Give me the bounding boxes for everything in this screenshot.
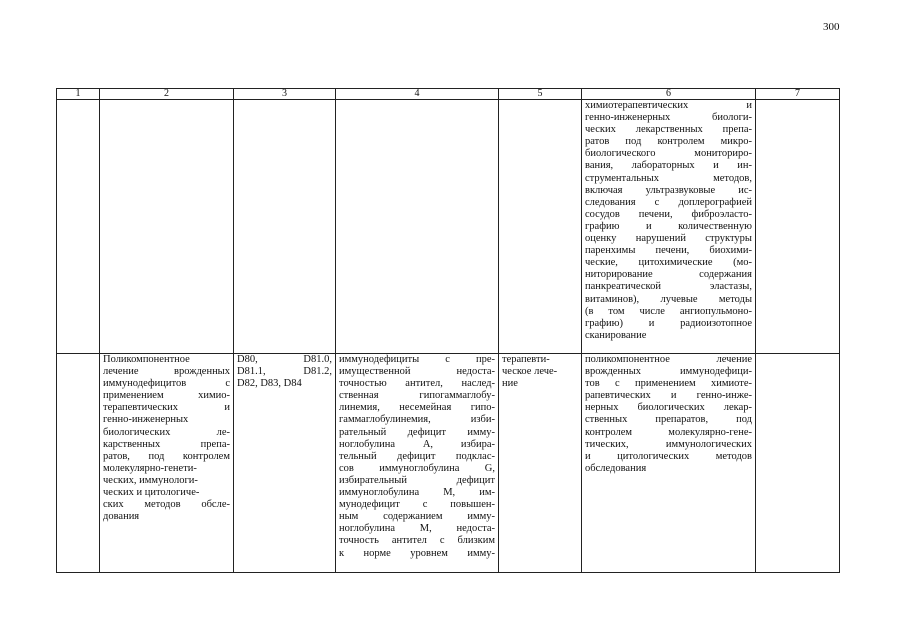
cell-text-line: контролем молекулярно-гене-: [585, 426, 752, 438]
cell-text-line: струментальных методов,: [585, 172, 752, 184]
cell-text-line: точностью антител, наслед-: [339, 378, 495, 390]
cell-methods-continued: [582, 100, 756, 354]
cell-col2: [100, 100, 234, 354]
cell-text-line: линемия, несемейная гипо-: [339, 402, 495, 414]
cell-text-line: графию и количественную: [585, 220, 752, 232]
cell-col7: [756, 354, 840, 573]
cell-col7: [756, 100, 840, 354]
cell-text-line: гаммаглобулинемия, изби-: [339, 414, 495, 426]
column-number: 5: [499, 89, 582, 100]
cell-text-line: D81.1, D81.2,: [237, 366, 332, 378]
cell-text-line: сосудов печени, фиброэласто-: [585, 208, 752, 220]
cell-text-line: рательный дефицит имму-: [339, 426, 495, 438]
cell-text-line: (в том числе ангиопульмоно-: [585, 305, 752, 317]
column-number-row: [57, 89, 840, 100]
cell-text-line: дования: [103, 511, 140, 523]
cell-text-line: молекулярно-генети-: [103, 462, 197, 474]
medical-care-table: [56, 88, 840, 573]
cell-text-line: применением химио-: [103, 390, 230, 402]
cell-text-line: оценку нарушений структуры: [585, 233, 752, 245]
cell-col3: [234, 100, 336, 354]
cell-treatment-type: [499, 354, 582, 573]
cell-text-line: терапевтических и: [103, 402, 230, 414]
cell-text-line: тельный дефицит подклас-: [339, 450, 495, 462]
continued-table-row: [57, 100, 840, 354]
cell-text-line: ческих, иммунологи-: [103, 474, 198, 486]
cell-text-line: вания, лабораторных и ин-: [585, 160, 752, 172]
cell-text-line: поликомпонентное лечение: [585, 354, 752, 365]
cell-text-line: иммуноглобулина M, им-: [339, 487, 495, 499]
column-number: 7: [756, 89, 840, 100]
cell-col1: [57, 354, 100, 573]
cell-icd-codes: [234, 354, 336, 573]
cell-text-line: карственных препа-: [103, 438, 230, 450]
cell-text-line: точность антител с близким: [339, 535, 495, 547]
cell-text-line: терапевти-: [502, 354, 550, 365]
cell-text-line: ческих и цитологиче-: [103, 487, 200, 499]
cell-text-line: к норме уровнем имму-: [339, 547, 495, 559]
cell-text-line: витаминов), лучевые методы: [585, 293, 752, 305]
column-number: 2: [100, 89, 234, 100]
cell-text-line: графию) и радиоизотопное: [585, 317, 752, 329]
cell-text-line: ратов, под контролем: [103, 450, 230, 462]
cell-text-line: Поликомпонентное: [103, 354, 190, 365]
cell-text-line: ческие, цитохимические (мо-: [585, 257, 752, 269]
cell-text-line: ственная гипогаммаглобу-: [339, 390, 495, 402]
cell-text-line: ратов под контролем микро-: [585, 136, 752, 148]
cell-text-line: ноглобулина A, избира-: [339, 438, 495, 450]
cell-treatment-method: [582, 354, 756, 573]
cell-text-line: биологических ле-: [103, 426, 230, 438]
cell-text-line: генно-инженерных: [103, 414, 189, 426]
cell-text-line: D80, D81.0,: [237, 354, 332, 365]
cell-text-line: ным содержанием имму-: [339, 511, 495, 523]
page-number: 300: [823, 21, 840, 33]
cell-text-line: химиотерапевтических и: [585, 100, 752, 111]
cell-text-line: ческое лече-: [502, 366, 558, 378]
cell-text-line: включая ультразвуковые ис-: [585, 184, 752, 196]
column-number: 1: [57, 89, 100, 100]
column-number: 4: [336, 89, 499, 100]
cell-text-line: тов с применением химиоте-: [585, 378, 752, 390]
cell-text-line: генно-инженерных биологи-: [585, 112, 752, 124]
cell-text-line: ских методов обсле-: [103, 499, 230, 511]
column-number: 6: [582, 89, 756, 100]
cell-text-line: панкреатической эластазы,: [585, 281, 752, 293]
cell-text-line: мунодефицит с повышен-: [339, 499, 495, 511]
column-number: 3: [234, 89, 336, 100]
cell-text-line: рапевтических и генно-инже-: [585, 390, 752, 402]
cell-treatment-profile: [100, 354, 234, 573]
cell-text-line: биологического мониториро-: [585, 148, 752, 160]
cell-text-line: иммунодефицитов с: [103, 378, 230, 390]
cell-text-line: D82, D83, D84: [237, 378, 302, 390]
cell-text-line: и цитологических методов: [585, 450, 752, 462]
cell-text-line: паренхимы печени, биохими-: [585, 245, 752, 257]
cell-text-line: врожденных иммунодефици-: [585, 366, 752, 378]
cell-col5: [499, 100, 582, 354]
cell-col1: [57, 100, 100, 354]
cell-text-line: избирательный дефицит: [339, 474, 495, 486]
cell-col4: [336, 100, 499, 354]
cell-patient-model: [336, 354, 499, 573]
cell-text-line: сканирование: [585, 329, 647, 341]
cell-text-line: ственных препаратов, под: [585, 414, 752, 426]
cell-text-line: обследования: [585, 462, 647, 474]
cell-text-line: имущественной недоста-: [339, 366, 495, 378]
cell-text-line: ниторирование содержания: [585, 269, 752, 281]
cell-text-line: ние: [502, 378, 518, 390]
cell-text-line: сов иммуноглобулина G,: [339, 462, 495, 474]
cell-text-line: лечение врожденных: [103, 366, 230, 378]
cell-text-line: нерных биологических лекар-: [585, 402, 752, 414]
cell-text-line: следования с доплерографией: [585, 196, 752, 208]
cell-text-line: ноглобулина M, недоста-: [339, 523, 495, 535]
cell-text-line: ческих лекарственных препа-: [585, 124, 752, 136]
cell-text-line: тических, иммунологических: [585, 438, 752, 450]
table-row: [57, 354, 840, 573]
cell-text-line: иммунодефициты с пре-: [339, 354, 495, 365]
